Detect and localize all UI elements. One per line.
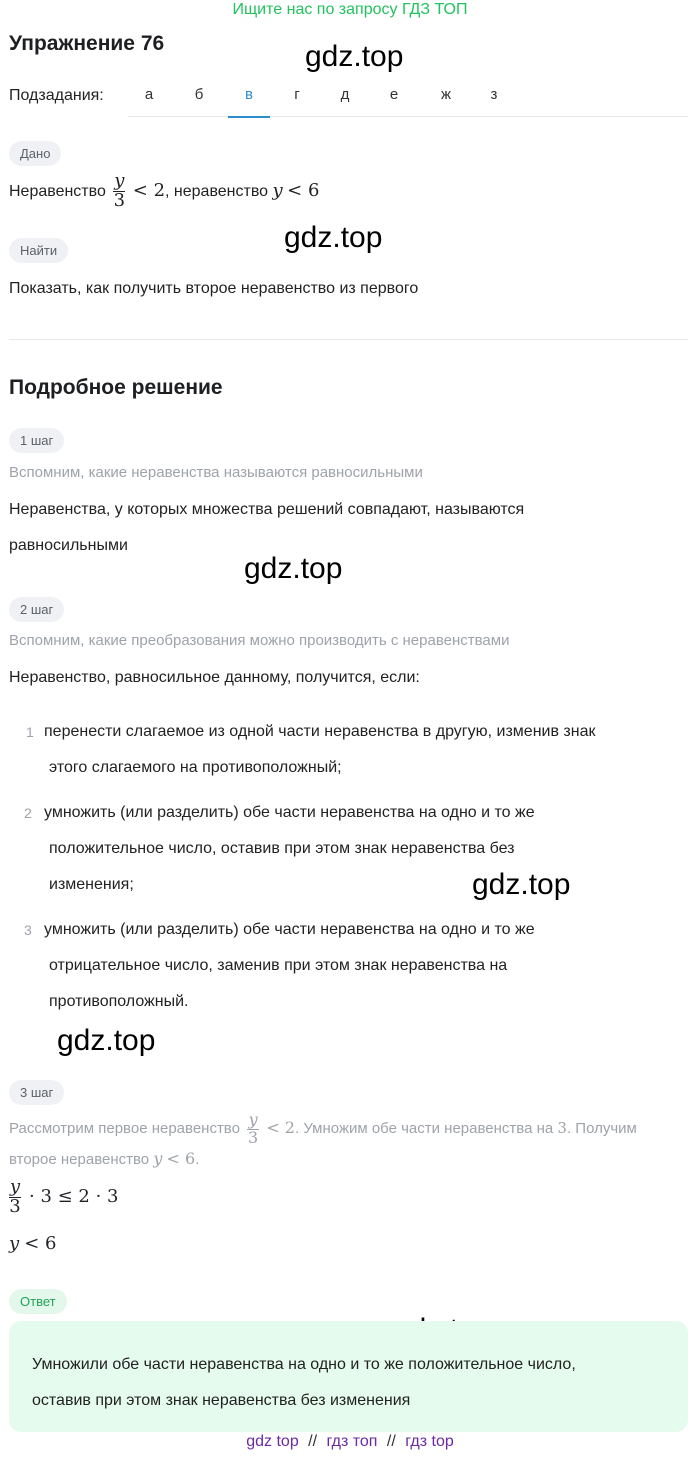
given-statement xyxy=(9,169,319,214)
list-item-line: перенести слагаемое из одной части неравенства в другую, изменив знак xyxy=(44,723,596,740)
given-rel2: < 6 xyxy=(287,180,320,201)
subtask-tab-zh[interactable]: ж xyxy=(440,86,452,103)
given-fraction xyxy=(113,172,125,211)
footer-link-gdz-top-ru[interactable]: гдз топ xyxy=(326,1433,378,1450)
footer-link-gdz-top-mixed[interactable]: гдз top xyxy=(405,1433,454,1450)
given-middle: , неравенство xyxy=(165,183,269,200)
find-text: Показать, как получить второе неравенство из первого xyxy=(9,280,419,297)
step3-hint-three: 3 xyxy=(557,1119,567,1137)
step3-hint-a: Рассмотрим первое неравенство xyxy=(9,1120,240,1137)
step3-hint-end: . xyxy=(195,1151,200,1168)
eq2-var: y xyxy=(9,1233,20,1254)
answer-text xyxy=(32,1347,672,1419)
step3-hint-d: . Получим xyxy=(566,1120,637,1137)
step1-chip: 1 шаг xyxy=(9,428,64,453)
eq1-frac-den: 3 xyxy=(9,1195,21,1217)
step3-hint-fraction xyxy=(247,1109,259,1147)
subtask-tab-e[interactable]: е xyxy=(389,86,399,103)
list-item-line: умножить (или разделить) обе части неравенства на одно и то же xyxy=(44,921,535,938)
given-chip: Дано xyxy=(9,141,61,166)
step3-hint-e: < 6 xyxy=(166,1149,196,1168)
answer-line2: оставив при этом знак неравенства без изменения xyxy=(32,1392,411,1409)
subtask-tab-b[interactable]: б xyxy=(194,86,204,103)
given-var: y xyxy=(272,180,283,201)
watermark-text: gdz.top xyxy=(305,40,404,73)
watermark-text: gdz.top xyxy=(284,221,383,254)
step1-line1: Неравенства, у которых множества решений совпадают, называются xyxy=(9,501,525,518)
list-item-line: отрицательное число, заменив при этом знак неравенства на xyxy=(49,957,508,974)
list-item-number: 1 xyxy=(26,724,34,740)
given-rel1: < 2 xyxy=(132,180,166,201)
subtask-tab-v[interactable]: в xyxy=(228,86,270,118)
list-item-number: 2 xyxy=(24,805,32,821)
watermark-text: gdz.top xyxy=(244,552,343,585)
step3-hint-line2 xyxy=(9,1147,199,1172)
step3-chip: 3 шаг xyxy=(9,1080,64,1105)
step3-equation-1 xyxy=(9,1172,119,1221)
step3-hint-line2-text: второе неравенство xyxy=(9,1151,150,1168)
step2-intro: Неравенство, равносильное данному, получится, если: xyxy=(9,669,420,686)
eq2-rest: < 6 xyxy=(24,1233,57,1254)
step3-equation-2 xyxy=(9,1233,56,1254)
list-item-line: противоположный. xyxy=(49,993,189,1010)
footer-separator: // xyxy=(308,1433,318,1450)
subtasks-tabs xyxy=(128,78,688,117)
watermark-text: gdz.top xyxy=(57,1024,156,1057)
list-item-number: 3 xyxy=(24,922,32,938)
subtask-tab-d[interactable]: д xyxy=(340,86,350,103)
footer-separator: // xyxy=(386,1433,396,1450)
subtasks-label: Подзадания: xyxy=(9,87,104,104)
footer-link-gdz-top[interactable]: gdz top xyxy=(246,1433,299,1450)
eq1-frac-num: y xyxy=(9,1175,21,1197)
find-chip: Найти xyxy=(9,238,68,263)
promo-banner-link[interactable]: Ищите нас по запросу ГДЗ ТОП xyxy=(232,1,468,18)
given-frac-num: y xyxy=(114,170,125,192)
list-item-line: этого слагаемого на противоположный; xyxy=(49,759,342,776)
step3-hint-frac-num: y xyxy=(248,1109,258,1129)
page-title: Упражнение 76 xyxy=(9,32,165,55)
eq1-fraction xyxy=(9,1175,21,1217)
list-item-line: изменения; xyxy=(49,876,134,893)
eq1-rest: · 3 ≤ 2 · 3 xyxy=(29,1186,119,1207)
step1-hint: Вспомним, какие неравенства называются равносильными xyxy=(9,464,423,481)
list-item-line: положительное число, оставив при этом знак неравенства без xyxy=(49,840,515,857)
step3-hint-c: . Умножим обе части неравенства на xyxy=(294,1120,554,1137)
given-frac-den: 3 xyxy=(113,190,126,212)
step2-chip: 2 шаг xyxy=(9,597,64,622)
answer-chip: Ответ xyxy=(9,1289,67,1314)
step3-hint-frac-den: 3 xyxy=(248,1127,259,1147)
answer-box xyxy=(9,1321,688,1432)
footer-links xyxy=(0,1433,700,1451)
subtask-tab-g[interactable]: г xyxy=(294,86,300,103)
subtask-tab-a[interactable]: а xyxy=(144,86,154,103)
step3-hint-b: < 2 xyxy=(266,1118,295,1137)
step2-hint: Вспомним, какие преобразования можно производить с неравенствами xyxy=(9,632,510,649)
step3-hint-var: y xyxy=(153,1149,163,1168)
step3-hint xyxy=(9,1108,694,1149)
solution-heading: Подробное решение xyxy=(9,376,223,399)
section-divider xyxy=(9,339,688,340)
answer-line1: Умножили обе части неравенства на одно и то же положительное число, xyxy=(32,1356,576,1373)
given-prefix: Неравенство xyxy=(9,183,106,200)
step1-line2: равносильными xyxy=(9,537,128,554)
list-item-line: умножить (или разделить) обе части неравенства на одно и то же xyxy=(44,804,535,821)
watermark-text: gdz.top xyxy=(472,868,571,901)
subtask-tab-z[interactable]: з xyxy=(490,86,498,103)
